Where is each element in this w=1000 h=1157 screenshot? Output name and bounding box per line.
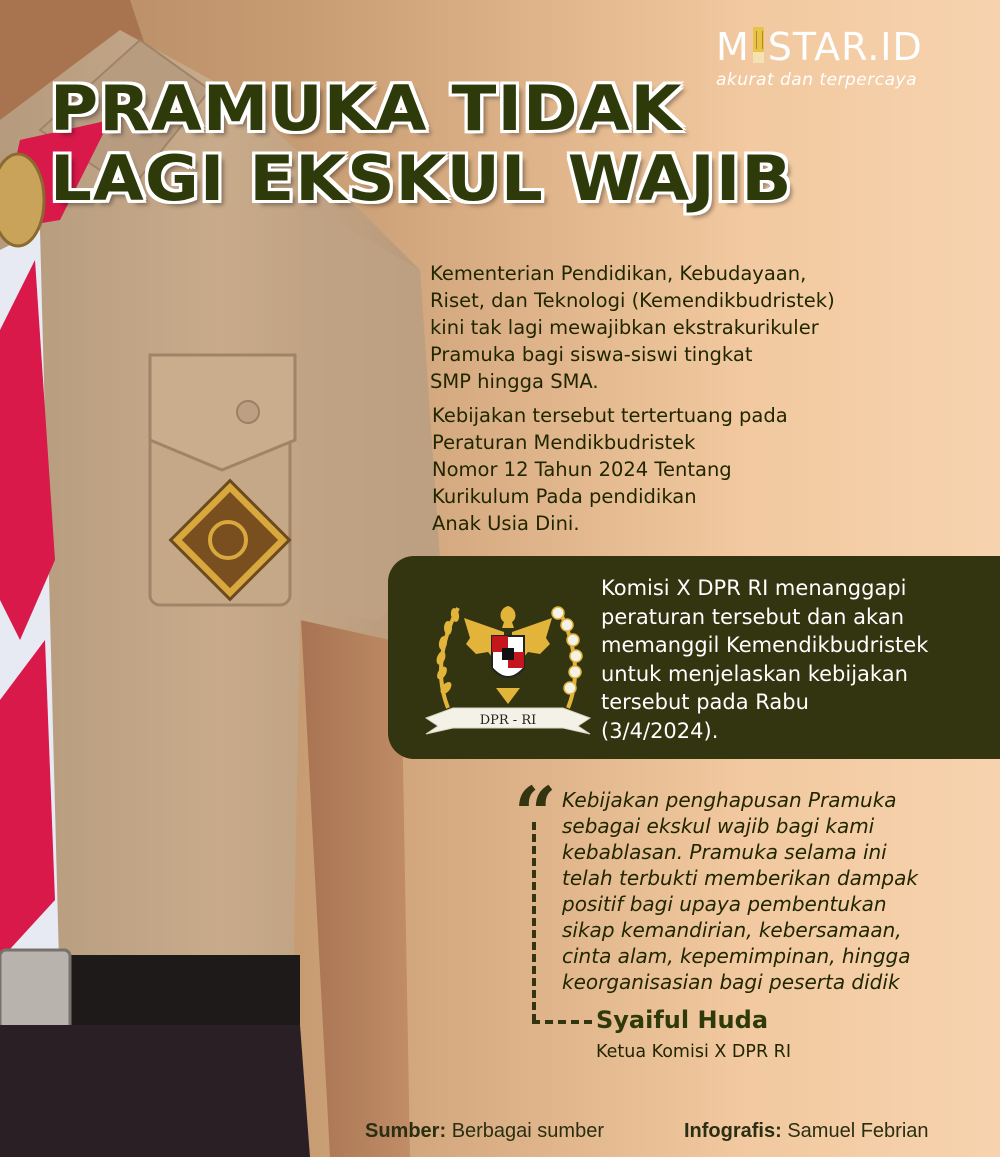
- intro-line: kini tak lagi mewajibkan ekstrakurikuler: [430, 316, 819, 339]
- logo-wordmark: [716, 26, 966, 68]
- policy-paragraph: [432, 402, 788, 537]
- intro-paragraph: [430, 260, 835, 395]
- quote-text: [562, 787, 918, 995]
- quote-line: Kebijakan penghapusan Pramuka: [562, 788, 897, 812]
- logo-tagline: akurat dan terpercaya: [716, 70, 917, 90]
- dpr-line: memanggil Kemendikbudristek: [601, 633, 929, 657]
- dpr-line: (3/4/2024).: [601, 718, 719, 743]
- headline-line-2: LAGI EKSKUL WAJIB: [50, 142, 793, 215]
- credit-value: Samuel Febrian: [787, 1120, 929, 1142]
- intro-line: Kementerian Pendidikan, Kebudayaan,: [430, 262, 807, 285]
- logo-letter-m: M: [716, 25, 750, 69]
- logo-letters-rest: STAR.ID: [767, 25, 923, 69]
- source-label: Sumber:: [365, 1120, 447, 1142]
- dpr-line: peraturan tersebut dan akan: [601, 604, 905, 629]
- dpr-line: untuk menjelaskan kebijakan: [601, 661, 908, 686]
- quote-line: positif bagi upaya pembentukan: [562, 892, 887, 916]
- dpr-ri-emblem-icon: [418, 568, 598, 748]
- intro-line: Riset, dan Teknologi (Kemendikbudristek): [430, 289, 835, 312]
- footer-credit: [684, 1120, 929, 1143]
- headline: [50, 74, 792, 214]
- policy-line: Nomor 12 Tahun 2024 Tentang: [432, 458, 732, 481]
- policy-line: Kebijakan tersebut tertertuang pada: [432, 404, 788, 427]
- source-value: Berbagai sumber: [451, 1120, 604, 1142]
- policy-line: Peraturan Mendikbudristek: [432, 431, 696, 454]
- intro-line: SMP hingga SMA.: [430, 370, 599, 393]
- dpr-info-box: [388, 556, 1000, 759]
- policy-line: Kurikulum Pada pendidikan: [432, 485, 697, 508]
- quote-line: sebagai ekskul wajib bagi kami: [562, 814, 875, 838]
- dpr-line: tersebut pada Rabu: [601, 690, 809, 714]
- quote-mark-icon: “: [514, 772, 557, 858]
- quote-line: telah terbukti memberikan dampak: [562, 866, 918, 890]
- quote-author-name: Syaiful Huda: [596, 1006, 769, 1034]
- dpr-statement: [601, 574, 928, 745]
- quote-line: keorganisasian bagi peserta didik: [562, 970, 900, 994]
- policy-line: Anak Usia Dini.: [432, 512, 580, 535]
- quote-line: cinta alam, kepemimpinan, hingga: [562, 944, 911, 968]
- pencil-logo-icon: [753, 27, 764, 63]
- intro-line: Pramuka bagi siswa-siswi tingkat: [430, 343, 753, 366]
- quote-line: sikap kemandirian, kebersamaan,: [562, 918, 902, 942]
- quote-line: kebablasan. Pramuka selama ini: [562, 840, 887, 864]
- headline-line-1: PRAMUKA TIDAK: [50, 72, 683, 145]
- dpr-line: Komisi X DPR RI menanggapi: [601, 576, 907, 600]
- quote-author-role: Ketua Komisi X DPR RI: [596, 1042, 791, 1062]
- footer-source: [365, 1120, 604, 1143]
- credit-label: Infografis:: [684, 1120, 782, 1142]
- quote-connector-vertical: [532, 822, 536, 1022]
- quote-connector-horizontal: [532, 1020, 592, 1024]
- emblem-label: DPR - RI: [479, 713, 537, 728]
